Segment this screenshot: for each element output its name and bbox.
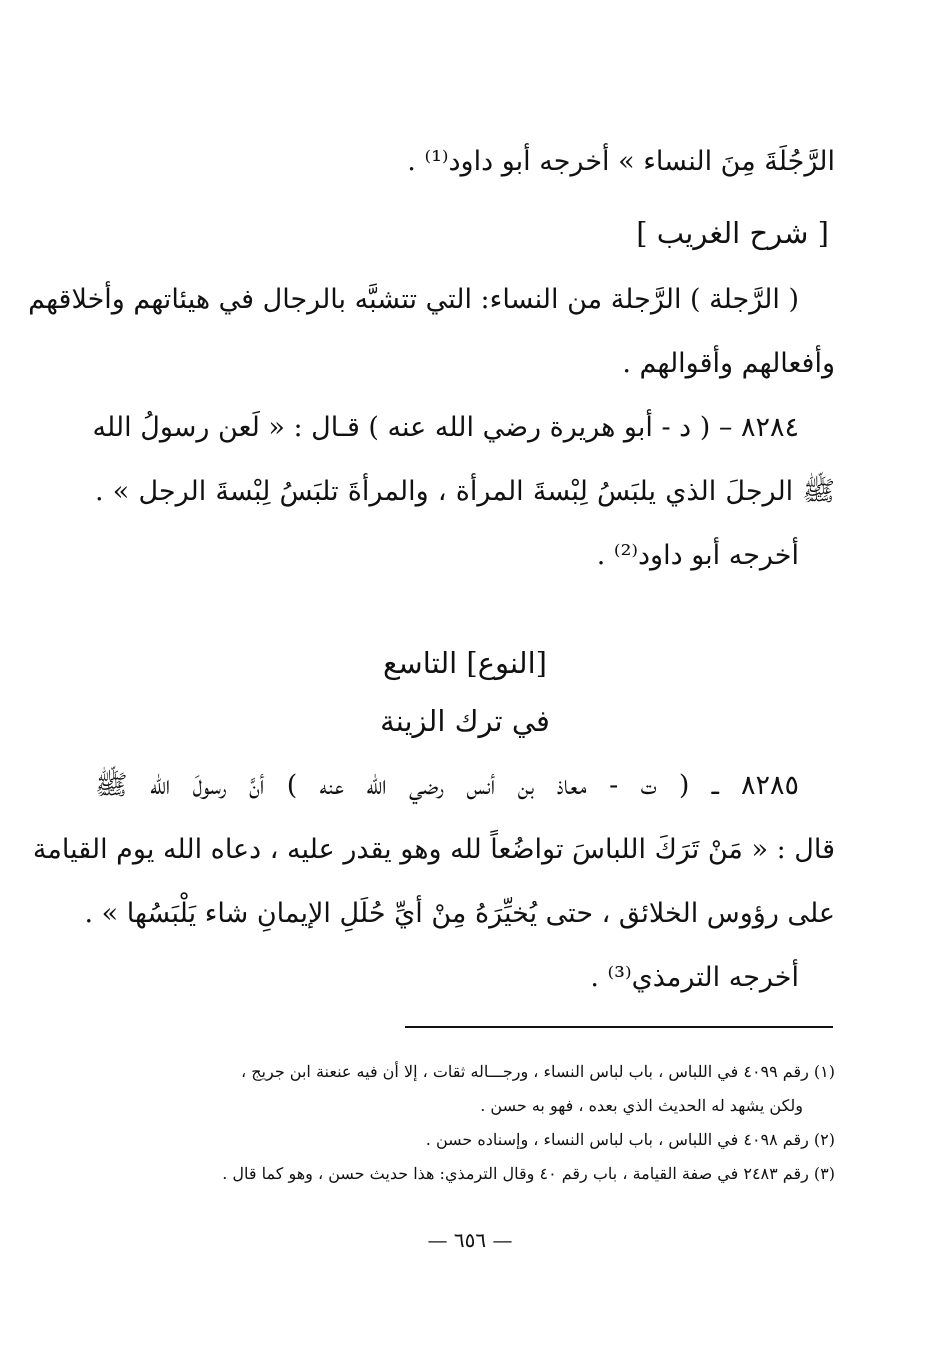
text-line: الرَّجُلَةَ مِنَ النساء » أخرجه أبو داود⁽¹⁾ . <box>407 146 835 177</box>
text-line: ( الرَّجلة ) الرَّجلة من النساء: التي تتشبَّه بالرجال في هيئاتهم وأخلاقهم <box>28 284 799 315</box>
footnote-2: (٢) رقم ٤٠٩٨ في اللباس ، باب لباس النساء ، وإسناده حسن . <box>425 1130 835 1149</box>
footnote-3: (٣) رقم ٢٤٨٣ في صفة القيامة ، باب رقم ٤٠ وقال الترمذي: هذا حديث حسن ، وهو كما قال . <box>222 1164 835 1183</box>
footnote-1: (١) رقم ٤٠٩٩ في اللباس ، باب لباس النساء ، ورجـــاله ثقات ، إلا أن فيه عنعنة ابن جريج ، <box>240 1062 835 1081</box>
text-line: وأفعالهم وأقوالهم . <box>622 348 835 379</box>
section-heading-gharib <box>95 198 835 268</box>
footnote-divider <box>405 1026 833 1028</box>
hadith-8285-line: ٨٢٨٥ ــ ( ت - معاذ بن أنس رضي الله عنه ) أنَّ رسولَ الله ﷺ <box>95 770 799 801</box>
hadith-8285-line: قال : « مَنْ تَرَكَ اللباسَ تواضُعاً لله وهو يقدر عليه ، دعاه الله يوم القيامة <box>32 834 835 865</box>
footnotes <box>95 1055 835 1191</box>
hadith-8284-line: أخرجه أبو داود⁽²⁾ . <box>596 540 799 571</box>
footnote-1-continued: ولكن يشهد له الحديث الذي بعده ، فهو به حسن . <box>480 1096 803 1115</box>
chapter-subtitle: في ترك الزينة <box>380 704 550 738</box>
hadith-8285-line: أخرجه الترمذي⁽³⁾ . <box>590 962 799 993</box>
page-number: — ٦٥٦ — <box>427 1228 513 1252</box>
chapter-title: [النوع] التاسع <box>383 646 547 680</box>
hadith-8285-line: على رؤوس الخلائق ، حتى يُخيِّرَهُ مِنْ أيِّ حُلَلِ الإيمانِ شاء يَلْبَسُها » . <box>84 898 835 929</box>
page-body <box>28 130 835 1010</box>
hadith-8284-line: ﷺ الرجلَ الذي يلبَسُ لِبْسةَ المرأة ، والمرأةَ تلبَسُ لِبْسةَ الرجل » . <box>95 476 835 507</box>
section-heading-text: [ شرح الغريب ] <box>636 216 829 250</box>
hadith-8284-line: ٨٢٨٤ – ( د - أبو هريرة رضي الله عنه ) قـال : « لَعن رسولُ الله <box>92 412 799 443</box>
